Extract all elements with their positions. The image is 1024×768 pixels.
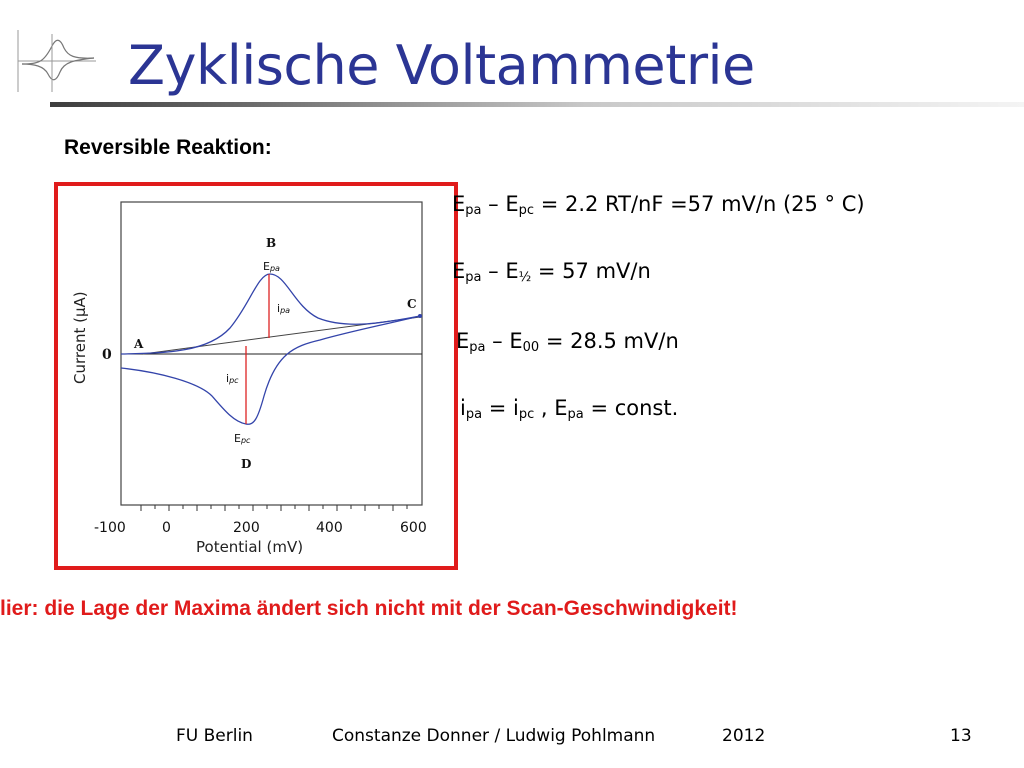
y-axis-label: Current (µA) bbox=[71, 291, 89, 384]
eq-subscript: pa bbox=[465, 270, 482, 285]
equation-half-wave bbox=[452, 259, 651, 285]
eq-term: E bbox=[456, 329, 470, 353]
equation-peak-currents bbox=[460, 396, 678, 422]
eq-term: = const. bbox=[583, 396, 679, 420]
xtick-label: 200 bbox=[233, 520, 260, 536]
point-label-a: A bbox=[134, 337, 144, 351]
eq-term: , E bbox=[534, 396, 568, 420]
x-axis-label: Potential (mV) bbox=[196, 538, 304, 556]
eq-term: = 28.5 mV/n bbox=[539, 329, 679, 353]
zero-label: 0 bbox=[102, 347, 112, 363]
eq-subscript: pc bbox=[518, 407, 535, 422]
xtick-label: -100 bbox=[94, 520, 126, 536]
footer-institution: FU Berlin bbox=[176, 726, 253, 746]
eq-term: = 2.2 RT/nF =57 mV/n (25 ° C) bbox=[534, 192, 865, 216]
ipc-label: ipc bbox=[226, 372, 239, 385]
eq-subscript: pa bbox=[465, 407, 483, 422]
eq-subscript: pc bbox=[518, 203, 535, 218]
footer-year: 2012 bbox=[722, 726, 766, 746]
eq-term: = 57 mV/n bbox=[531, 259, 651, 283]
point-label-b: B bbox=[266, 236, 277, 250]
x-ticks bbox=[141, 505, 407, 511]
eq-term: – E bbox=[481, 259, 519, 283]
xtick-label: 0 bbox=[162, 520, 171, 536]
epc-label: Epc bbox=[234, 432, 251, 445]
equation-peak-separation bbox=[452, 192, 865, 218]
footer-authors: Constanze Donner / Ludwig Pohlmann bbox=[332, 726, 656, 746]
eq-term: – E bbox=[485, 329, 523, 353]
eq-subscript: 00 bbox=[522, 340, 540, 355]
eq-term: E bbox=[452, 259, 466, 283]
eq-subscript: pa bbox=[469, 340, 486, 355]
point-c-marker bbox=[418, 314, 422, 318]
slide-title: Zyklische Voltammetrie bbox=[128, 34, 755, 97]
eq-term: i bbox=[460, 396, 466, 420]
eq-subscript: pa bbox=[567, 407, 584, 422]
epa-label: Epa bbox=[263, 260, 280, 273]
xtick-label: 400 bbox=[316, 520, 343, 536]
title-divider bbox=[50, 102, 1024, 107]
eq-term: – E bbox=[481, 192, 519, 216]
scan-rate-note: lier: die Lage der Maxima ändert sich nicht mit der Scan-Geschwindigkeit! bbox=[0, 597, 738, 620]
eq-subscript: pa bbox=[465, 203, 482, 218]
eq-term: E bbox=[452, 192, 466, 216]
eq-term: = i bbox=[482, 396, 519, 420]
point-label-d: D bbox=[241, 457, 252, 471]
cyclic-voltammogram bbox=[58, 186, 446, 558]
xtick-label: 600 bbox=[400, 520, 427, 536]
ipa-label: ipa bbox=[277, 302, 291, 315]
slide-subtitle: Reversible Reaktion: bbox=[64, 136, 272, 159]
equation-standard-potential bbox=[456, 329, 679, 355]
page-number: 13 bbox=[950, 726, 972, 746]
eq-subscript: ½ bbox=[518, 270, 532, 285]
cv-logo-icon bbox=[14, 26, 98, 96]
point-label-c: C bbox=[407, 297, 417, 311]
